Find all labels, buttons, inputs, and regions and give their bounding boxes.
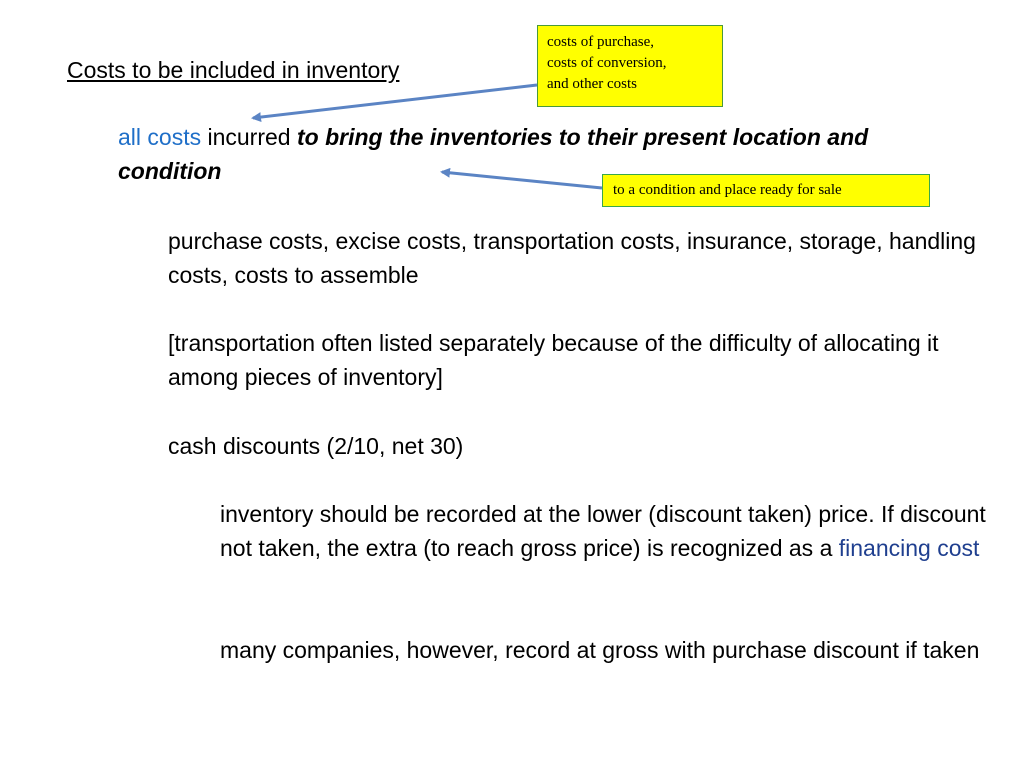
emphasis-text: to bring the inventories to their present location and condition (118, 124, 869, 184)
callout-line: costs of conversion, (547, 55, 667, 71)
condition-callout: to a condition and place ready for sale (602, 174, 930, 207)
callout-line: costs of purchase, (547, 34, 655, 50)
callout-line: and other costs (547, 76, 637, 92)
gross-note: many companies, however, record at gross with purchase discount if taken (220, 637, 980, 663)
recorded-note-text: inventory should be recorded at the lower (discount taken) price. If discount not taken, the extra (to reach gross price) is recognized as a (220, 501, 986, 561)
purchase-costs-text: purchase costs, excise costs, transportation costs, insurance, storage, handling costs, costs to assemble (168, 228, 976, 288)
arrow-to-condition (442, 172, 602, 188)
financing-cost-term: financing cost (838, 535, 980, 561)
cash-discounts-text: cash discounts (2/10, net 30) (168, 433, 464, 459)
all-costs-term: all costs (118, 124, 202, 150)
arrow-to-all-costs (253, 85, 537, 118)
incurred-text: incurred (201, 124, 297, 150)
slide-title: Costs to be included in inventory (67, 57, 400, 83)
transportation-note: [transportation often listed separately because of the difficulty of allocating it among pieces of inventory] (168, 330, 939, 390)
